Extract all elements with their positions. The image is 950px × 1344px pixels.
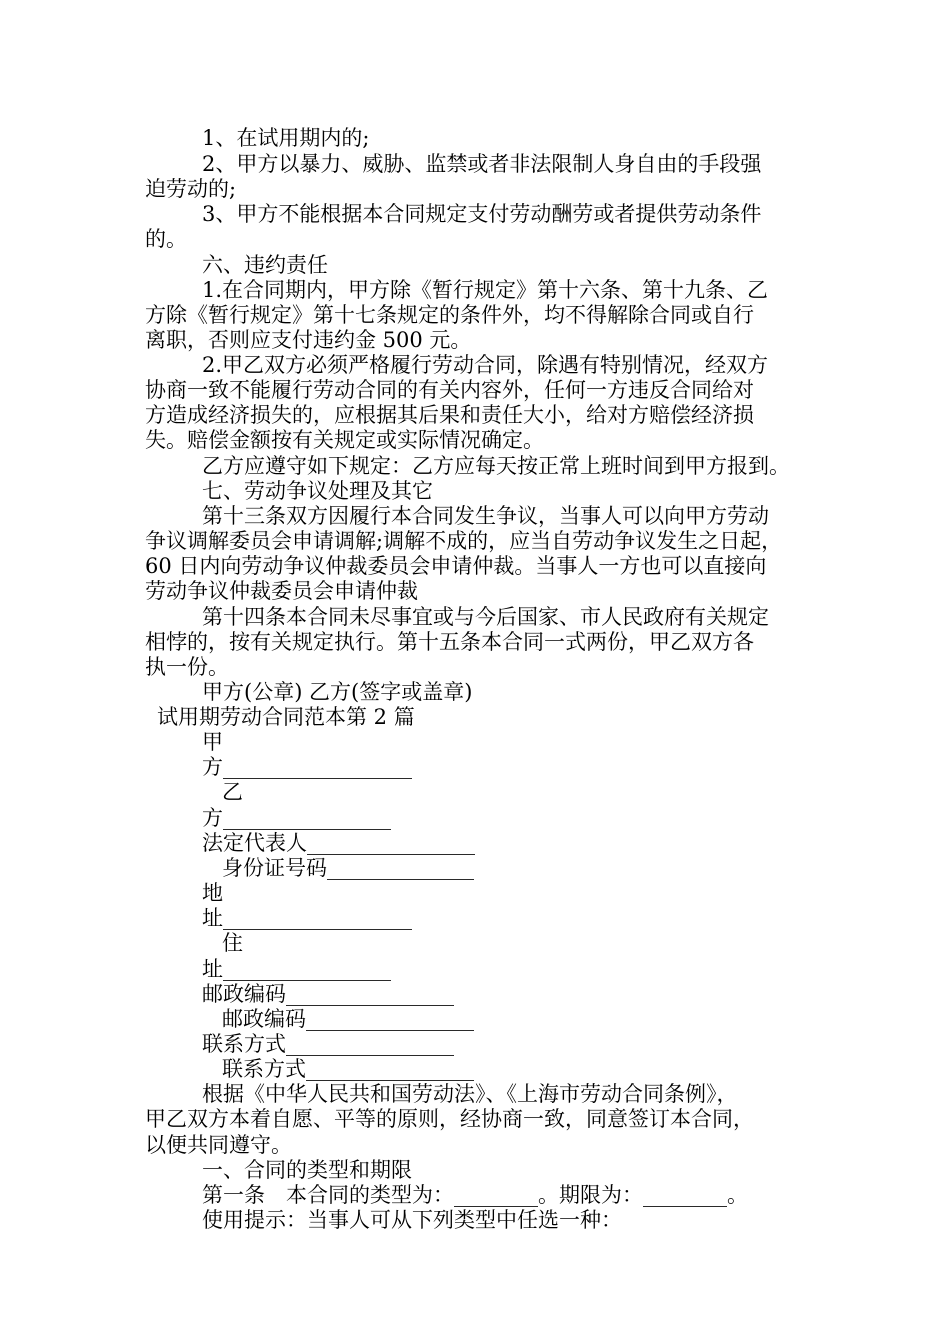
text-line: 失。赔偿金额按有关规定或实际情况确定。 [145,428,544,452]
text-line: 以便共同遵守。 [145,1133,292,1157]
section-heading: 一、合同的类型和期限 [202,1158,412,1182]
text-line: 2、甲方以暴力、威胁、监禁或者非法限制人身自由的手段强 [202,152,762,176]
text-line: 1.在合同期内，甲方除《暂行规定》第十六条、第十九条、乙 [202,278,769,302]
form-label: 地 [202,881,223,905]
text-line: 劳动争议仲裁委员会申请仲裁 [145,579,418,603]
text-line: 2.甲乙双方必须严格履行劳动合同，除遇有特别情况，经双方 [202,353,769,377]
form-field-party-a: 方__________________ [202,755,412,779]
document-title: 试用期劳动合同范本第 2 篇 [157,705,415,729]
text-line: 第十四条本合同未尽事宜或与今后国家、市人民政府有关规定 [202,605,769,629]
text-line: 离职，否则应支付违约金 500 元。 [145,328,472,352]
text-line: 甲乙双方本着自愿、平等的原则，经协商一致，同意签订本合同， [145,1107,754,1131]
text-line: 协商一致不能履行劳动合同的有关内容外，任何一方违反合同给对 [145,378,754,402]
text-line: 第十三条双方因履行本合同发生争议，当事人可以向甲方劳动 [202,504,769,528]
text-line: 乙方应遵守如下规定：乙方应每天按正常上班时间到甲方报到。 [202,454,790,478]
form-label: 甲 [202,730,223,754]
text-line: 迫劳动的; [145,177,237,201]
form-field-id-number: 身份证号码______________ [222,856,474,880]
form-field-address: 址__________________ [202,906,412,930]
text-line: 1、在试用期内的; [202,126,370,150]
text-line: 执一份。 [145,655,229,679]
text-line: 根据《中华人民共和国劳动法》、《上海市劳动合同条例》， [202,1082,738,1106]
text-line: 方除《暂行规定》第十七条规定的条件外，均不得解除合同或自行 [145,303,754,327]
form-field-contact-a: 联系方式________________ [202,1032,454,1056]
section-heading: 六、违约责任 [202,253,328,277]
form-field-contact-b: 联系方式________________ [222,1057,474,1081]
form-label: 住 [222,931,243,955]
text-line: 争议调解委员会申请调解;调解不成的，应当自劳动争议发生之日起， [145,529,783,553]
form-field-postcode-a: 邮政编码________________ [202,982,454,1006]
section-heading: 七、劳动争议处理及其它 [202,479,433,503]
form-field-residence: 址________________ [202,957,391,981]
form-field-legal-rep: 法定代表人________________ [202,831,475,855]
text-line: 方造成经济损失的，应根据其后果和责任大小，给对方赔偿经济损 [145,403,754,427]
form-field-postcode-b: 邮政编码________________ [222,1007,474,1031]
text-line: 第一条 本合同的类型为：________。期限为：________。 [202,1183,748,1207]
text-line: 的。 [145,227,187,251]
text-line: 使用提示：当事人可从下列类型中任选一种： [202,1208,622,1232]
text-line: 相悖的，按有关规定执行。第十五条本合同一式两份，甲乙双方各 [145,630,754,654]
text-line: 3、甲方不能根据本合同规定支付劳动酬劳或者提供劳动条件 [202,202,762,226]
signature-line: 甲方(公章) 乙方(签字或盖章) [202,680,473,704]
text-line: 60 日内向劳动争议仲裁委员会申请仲裁。当事人一方也可以直接向 [145,554,767,578]
form-field-party-b: 方________________ [202,806,391,830]
form-label: 乙 [222,780,243,804]
